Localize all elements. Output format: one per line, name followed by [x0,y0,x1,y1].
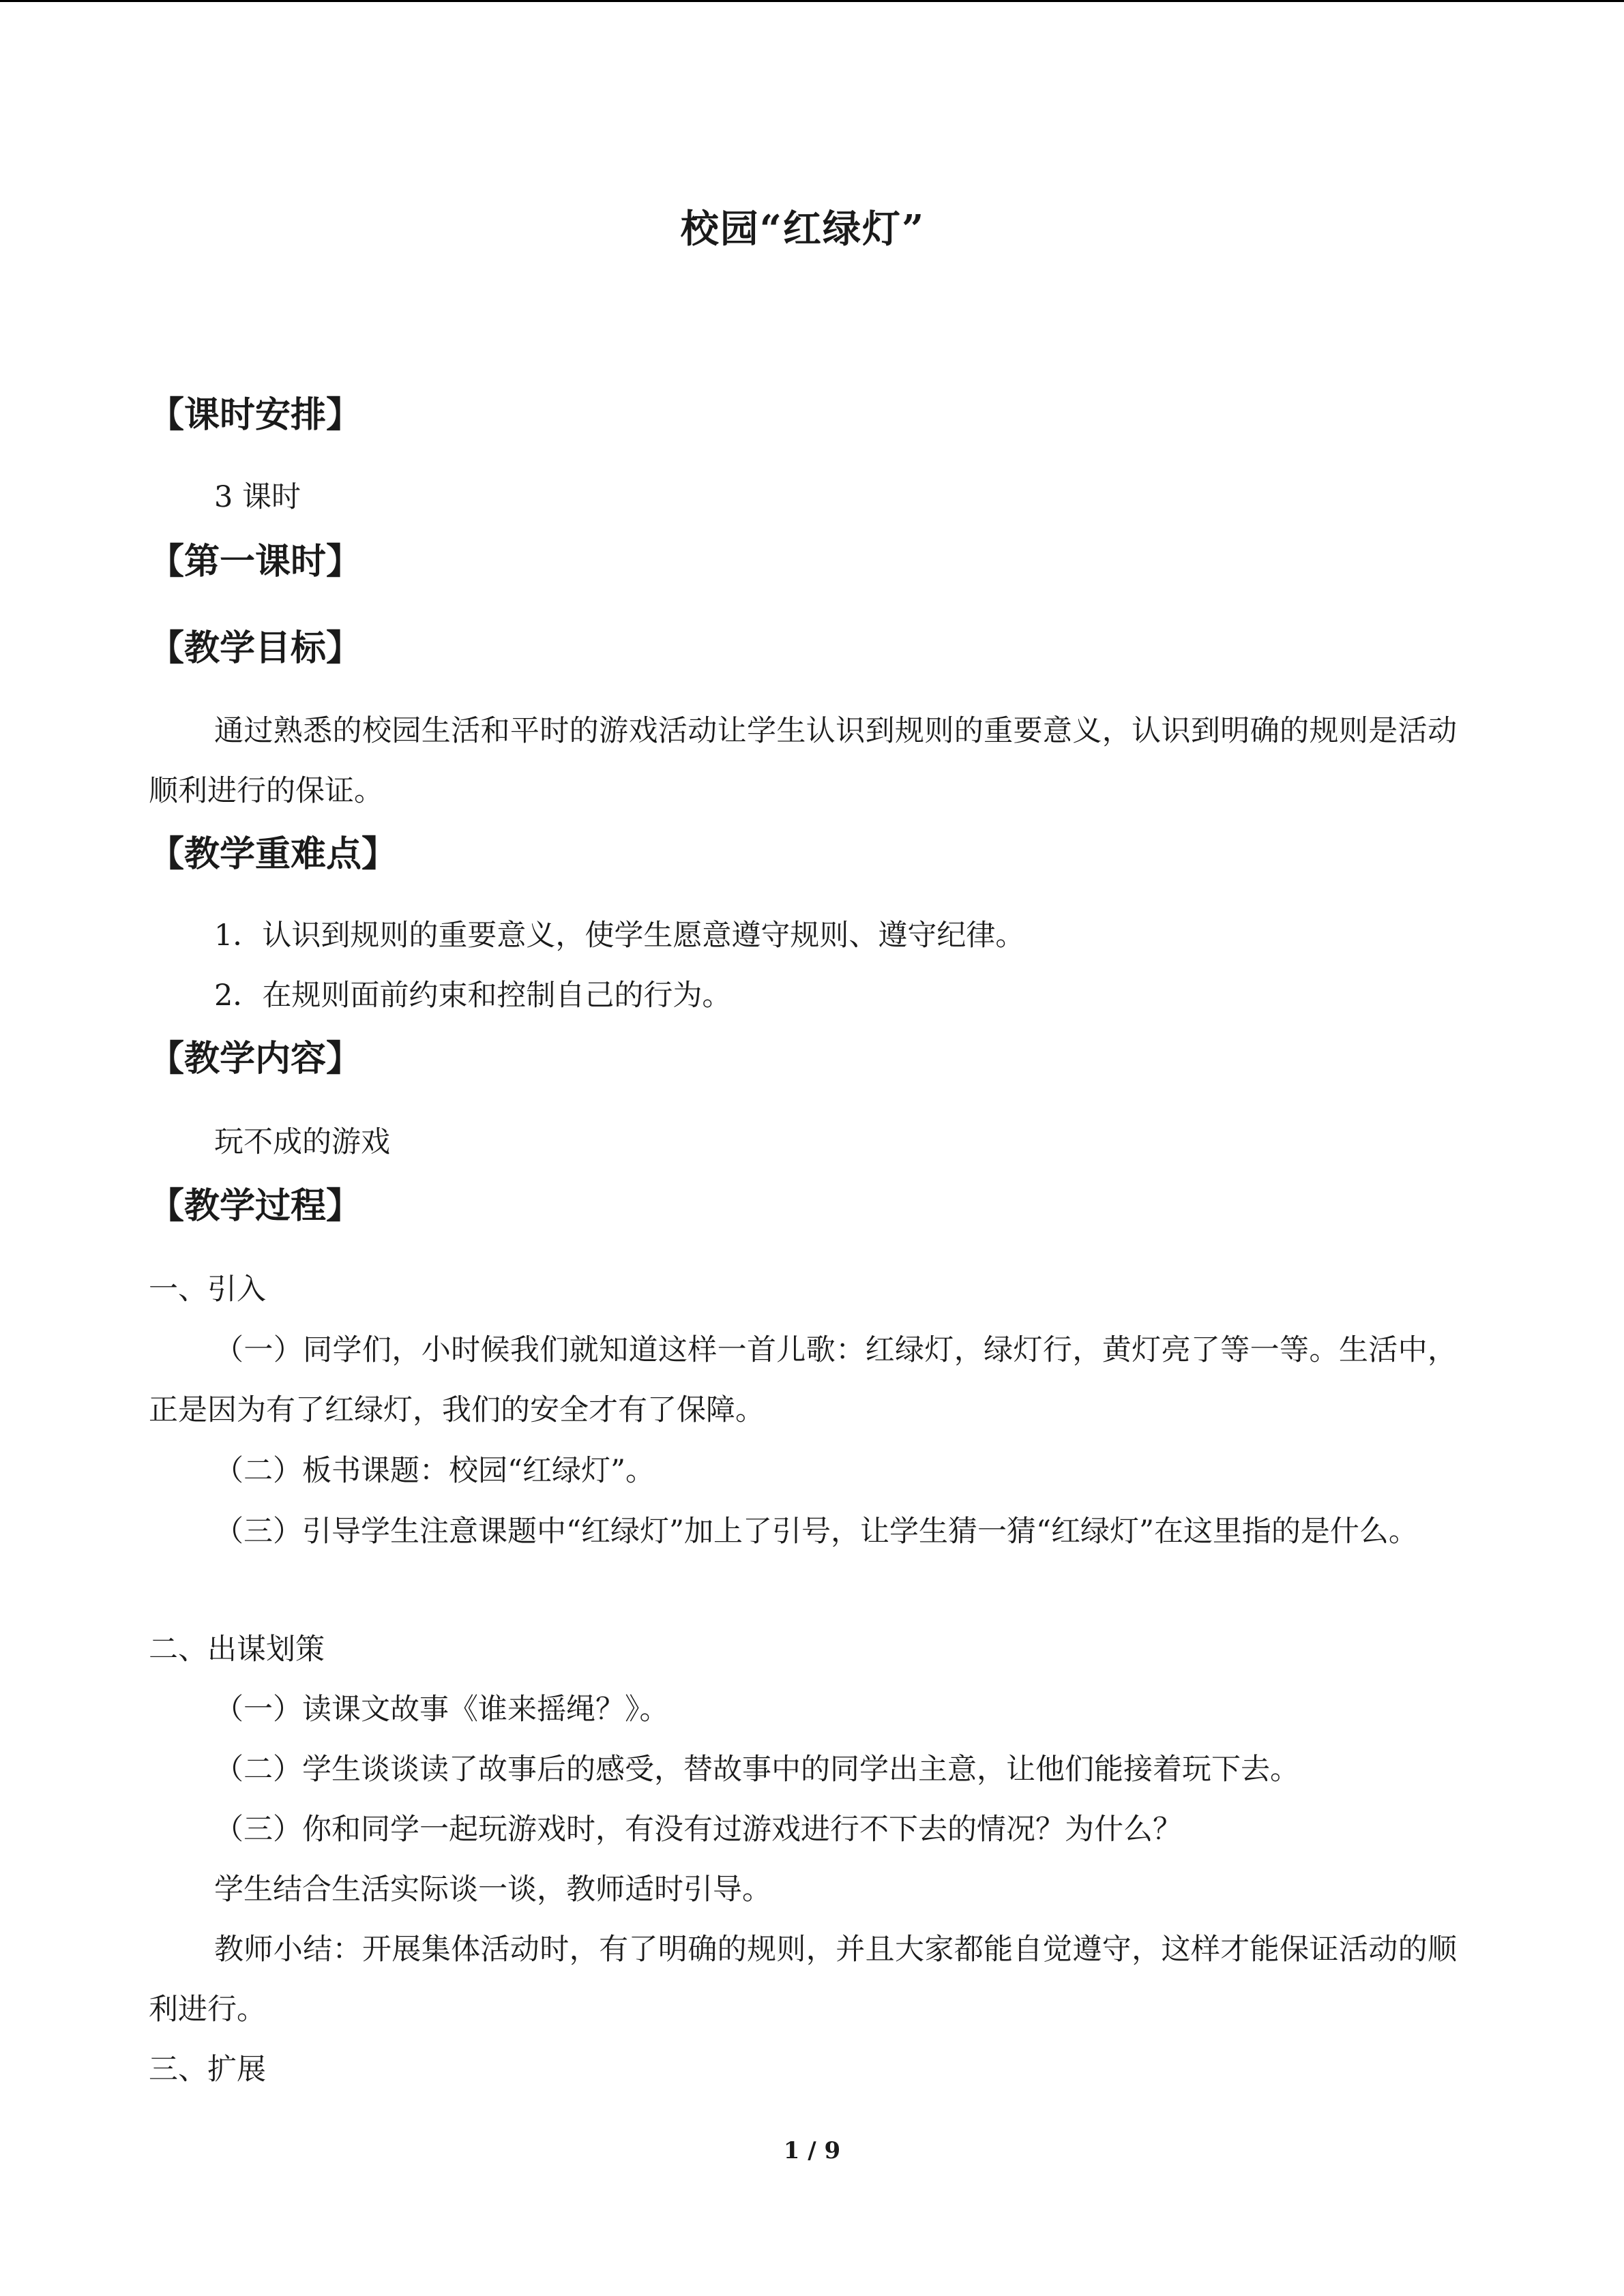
document-title: 校园“红绿灯” [680,207,926,252]
step-1-item-2: （二）板书课题：校园“红绿灯”。 [214,1454,655,1488]
step-1-title: 一、引入 [149,1272,266,1307]
step-1-item-3: （三）引导学生注意课题中“红绿灯”加上了引号，让学生猜一猜“红绿灯”在这里指的是什么。 [214,1515,1418,1549]
goals-text: 通过熟悉的校园生活和平时的游戏活动让学生认识到规则的重要意义，认识到明确的规则是活动顺利进行的保证。 [149,714,1457,808]
step-2-summary: 教师小结：开展集体活动时，有了明确的规则，并且大家都能自觉遵守，这样才能保证活动的顺利进行。 [149,1933,1457,2027]
step-3-title: 三、扩展 [149,2053,266,2087]
step-2-item-2: （二）学生谈谈读了故事后的感受，替故事中的同学出主意，让他们能接着玩下去。 [214,1753,1299,1787]
heading-goals: 【教学目标】 [149,627,362,669]
schedule-text: 3 课时 [214,480,301,514]
step-2-note: 学生结合生活实际谈一谈，教师适时引导。 [214,1873,771,1907]
heading-key-points: 【教学重难点】 [149,833,398,875]
heading-schedule: 【课时安排】 [149,394,362,436]
key-point-1: 1．认识到规则的重要意义，使学生愿意遵守规则、遵守纪律。 [214,919,1025,953]
step-2-title: 二、出谋划策 [149,1632,325,1667]
heading-lesson-one: 【第一课时】 [149,541,362,582]
content-text: 玩不成的游戏 [214,1125,390,1159]
step-2-item-1: （一）读课文故事《谁来摇绳？》。 [214,1693,669,1727]
step-1-item-1: （一）同学们，小时候我们就知道这样一首儿歌：红绿灯，绿灯行，黄灯亮了等一等。生活中，正是因为有了红绿灯，我们的安全才有了保障。 [149,1333,1457,1427]
heading-process: 【教学过程】 [149,1185,362,1227]
heading-content: 【教学内容】 [149,1038,362,1079]
key-point-2: 2．在规则面前约束和控制自己的行为。 [214,979,732,1013]
step-2-item-3: （三）你和同学一起玩游戏时，有没有过游戏进行不下去的情况？为什么？ [214,1813,1182,1847]
page-number: 1 / 9 [783,2137,841,2164]
